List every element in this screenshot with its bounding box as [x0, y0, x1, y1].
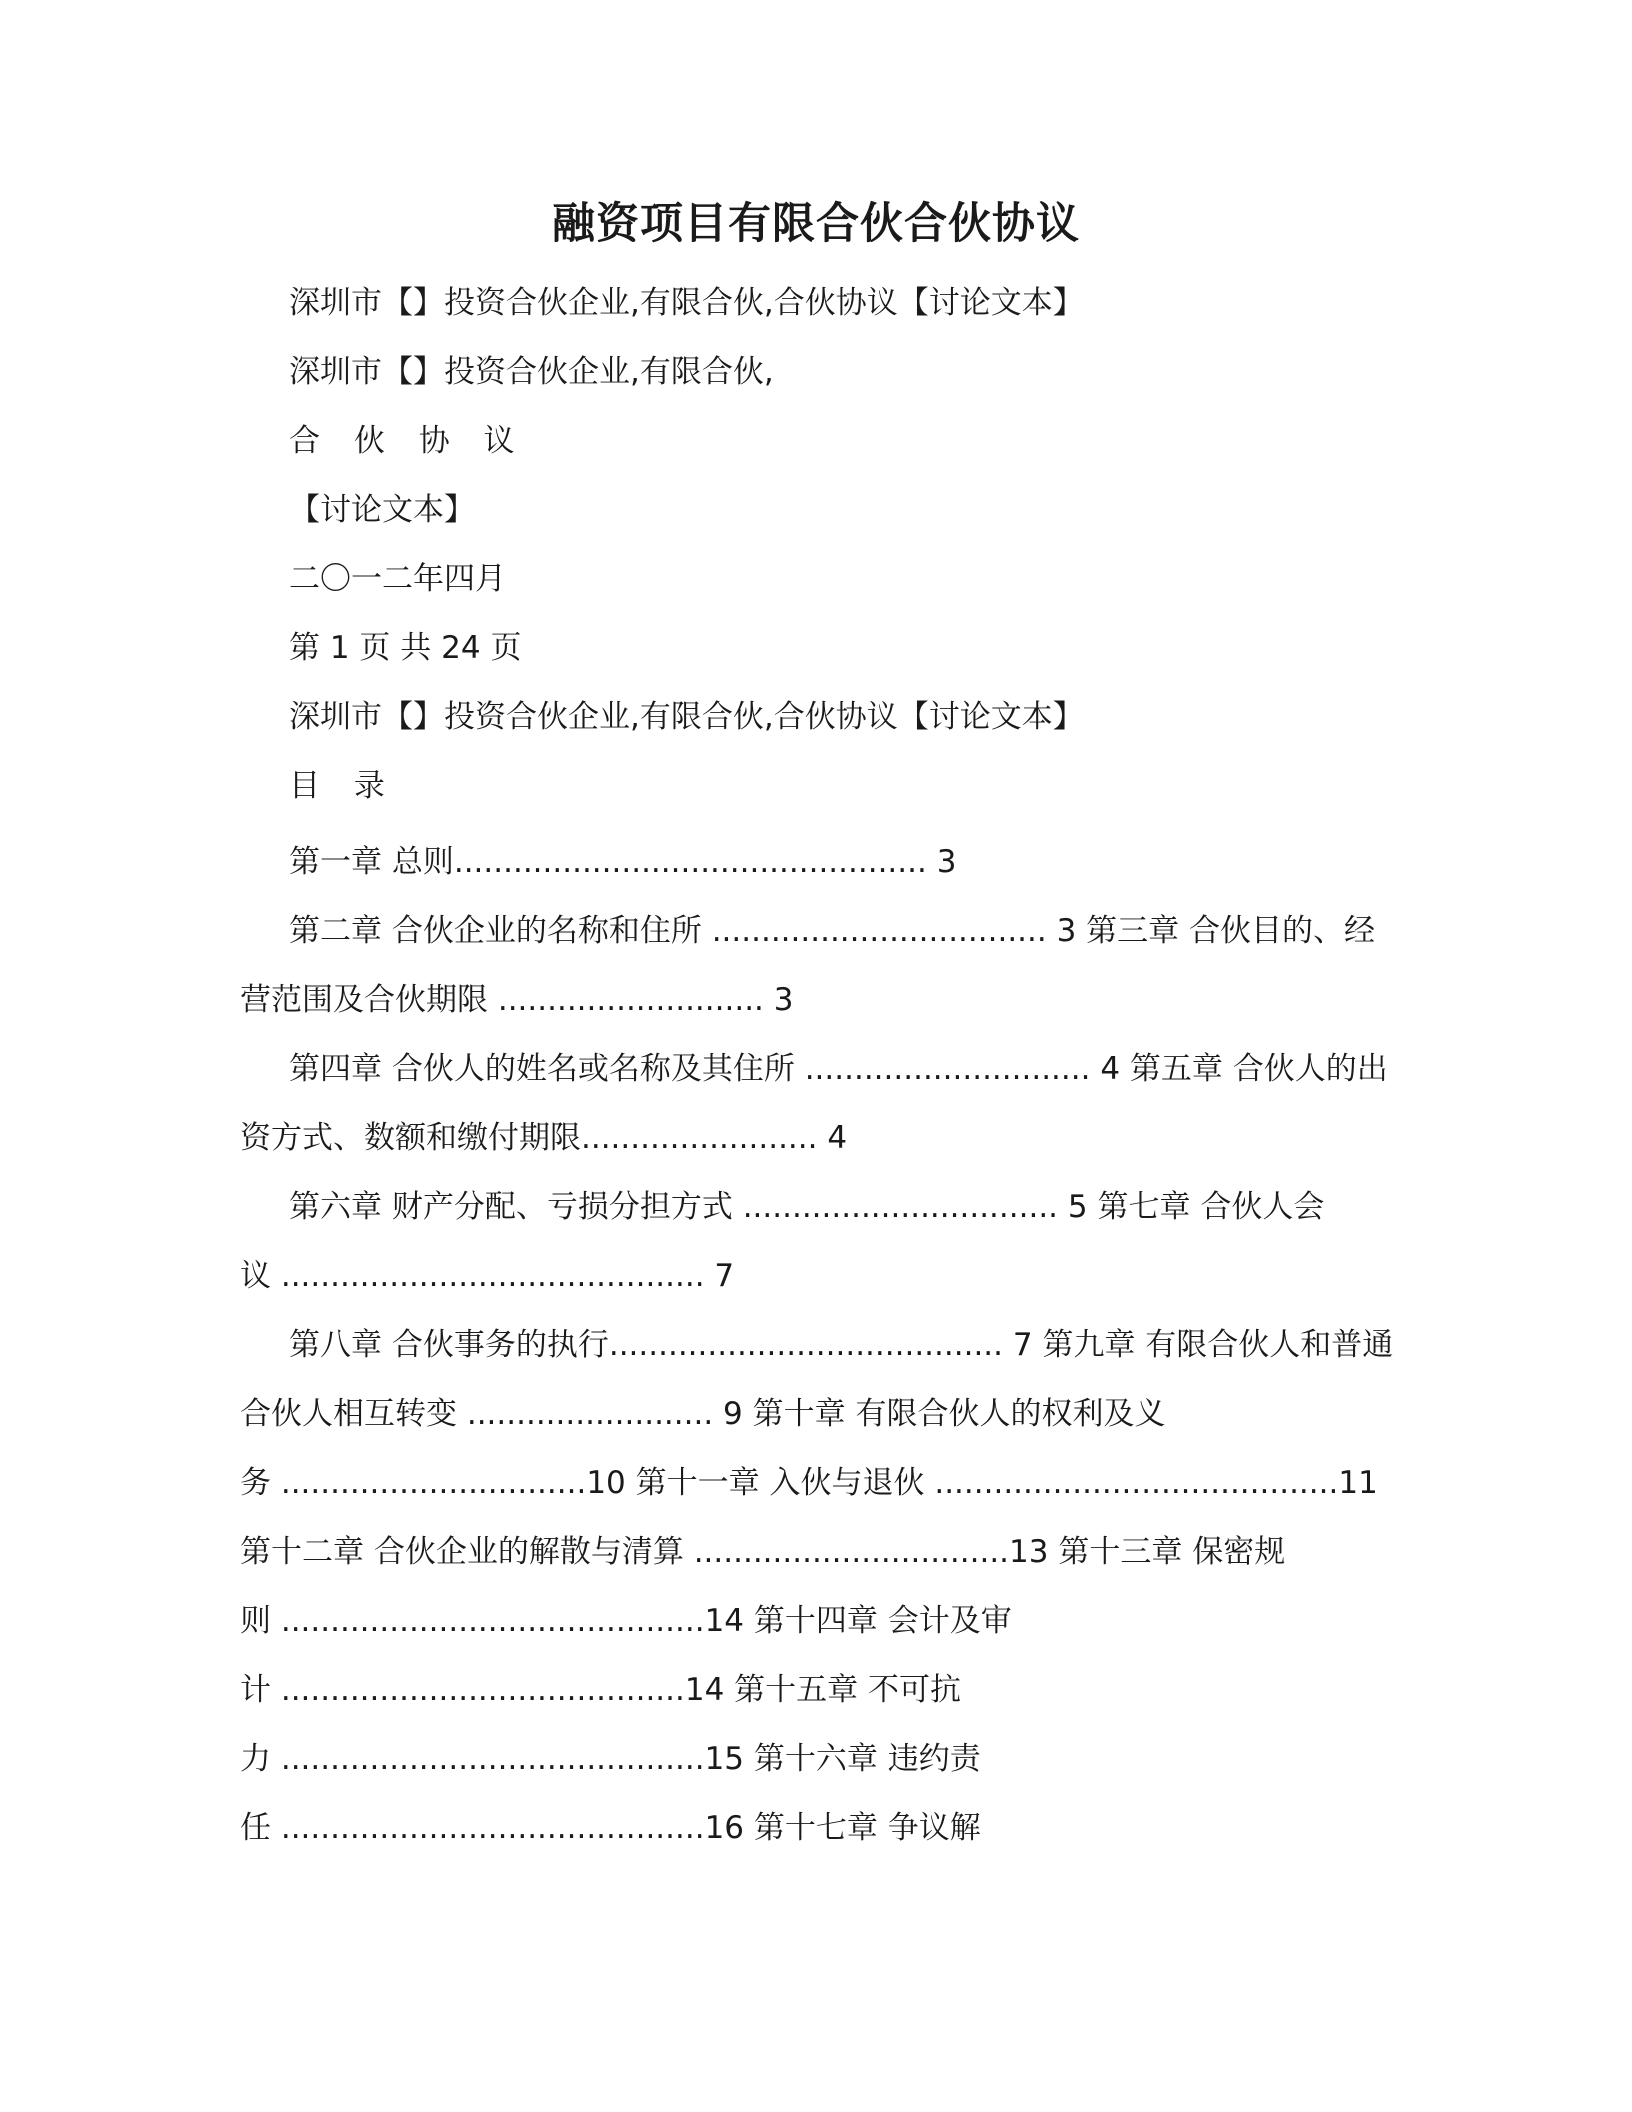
cover-line-3: 合 伙 协 议 — [289, 423, 527, 459]
toc-line-13: 计 .........................................14 第十五章 不可抗 — [240, 1672, 962, 1708]
cover-line-1: 深圳市【】投资合伙企业,有限合伙,合伙协议【讨论文本】 — [289, 285, 1084, 321]
page-number: 第 1 页 共 24 页 — [289, 630, 522, 666]
cover-line-2: 深圳市【】投资合伙企业,有限合伙, — [289, 354, 774, 390]
cover-line-5: 二〇一二年四月 — [289, 561, 506, 597]
toc-line-7: 议 ........................................... 7 — [240, 1258, 735, 1294]
toc-heading: 目 录 — [289, 768, 397, 804]
toc-line-10: 务 ...............................10 第十一章 入伙与退伙 .........................................11 — [240, 1465, 1378, 1501]
running-header: 深圳市【】投资合伙企业,有限合伙,合伙协议【讨论文本】 — [289, 699, 1084, 735]
toc-line-9: 合伙人相互转变 ......................... 9 第十章 有限合伙人的权利及义 — [240, 1396, 1166, 1432]
toc-line-12: 则 ...........................................14 第十四章 会计及审 — [240, 1603, 1012, 1639]
cover-line-4: 【讨论文本】 — [289, 492, 475, 528]
toc-line-15: 任 ...........................................16 第十七章 争议解 — [240, 1810, 981, 1846]
toc-line-8: 第八章 合伙事务的执行........................................ 7 第九章 有限合伙人和普通 — [289, 1327, 1394, 1363]
toc-line-4: 第四章 合伙人的姓名或名称及其住所 ............................. 4 第五章 合伙人的出 — [289, 1051, 1388, 1087]
document-title: 融资项目有限合伙合伙协议 — [552, 199, 1080, 249]
toc-line-3: 营范围及合伙期限 ........................... 3 — [240, 982, 794, 1018]
toc-line-1: 第一章 总则................................................ 3 — [289, 844, 957, 880]
toc-line-11: 第十二章 合伙企业的解散与清算 ................................13 第十三章 保密规 — [240, 1534, 1286, 1570]
toc-line-5: 资方式、数额和缴付期限........................ 4 — [240, 1120, 848, 1156]
toc-line-14: 力 ...........................................15 第十六章 违约责 — [240, 1741, 981, 1777]
toc-line-2: 第二章 合伙企业的名称和住所 .................................. 3 第三章 合伙目的、经 — [289, 913, 1376, 949]
toc-line-6: 第六章 财产分配、亏损分担方式 ................................ 5 第七章 合伙人会 — [289, 1189, 1325, 1225]
